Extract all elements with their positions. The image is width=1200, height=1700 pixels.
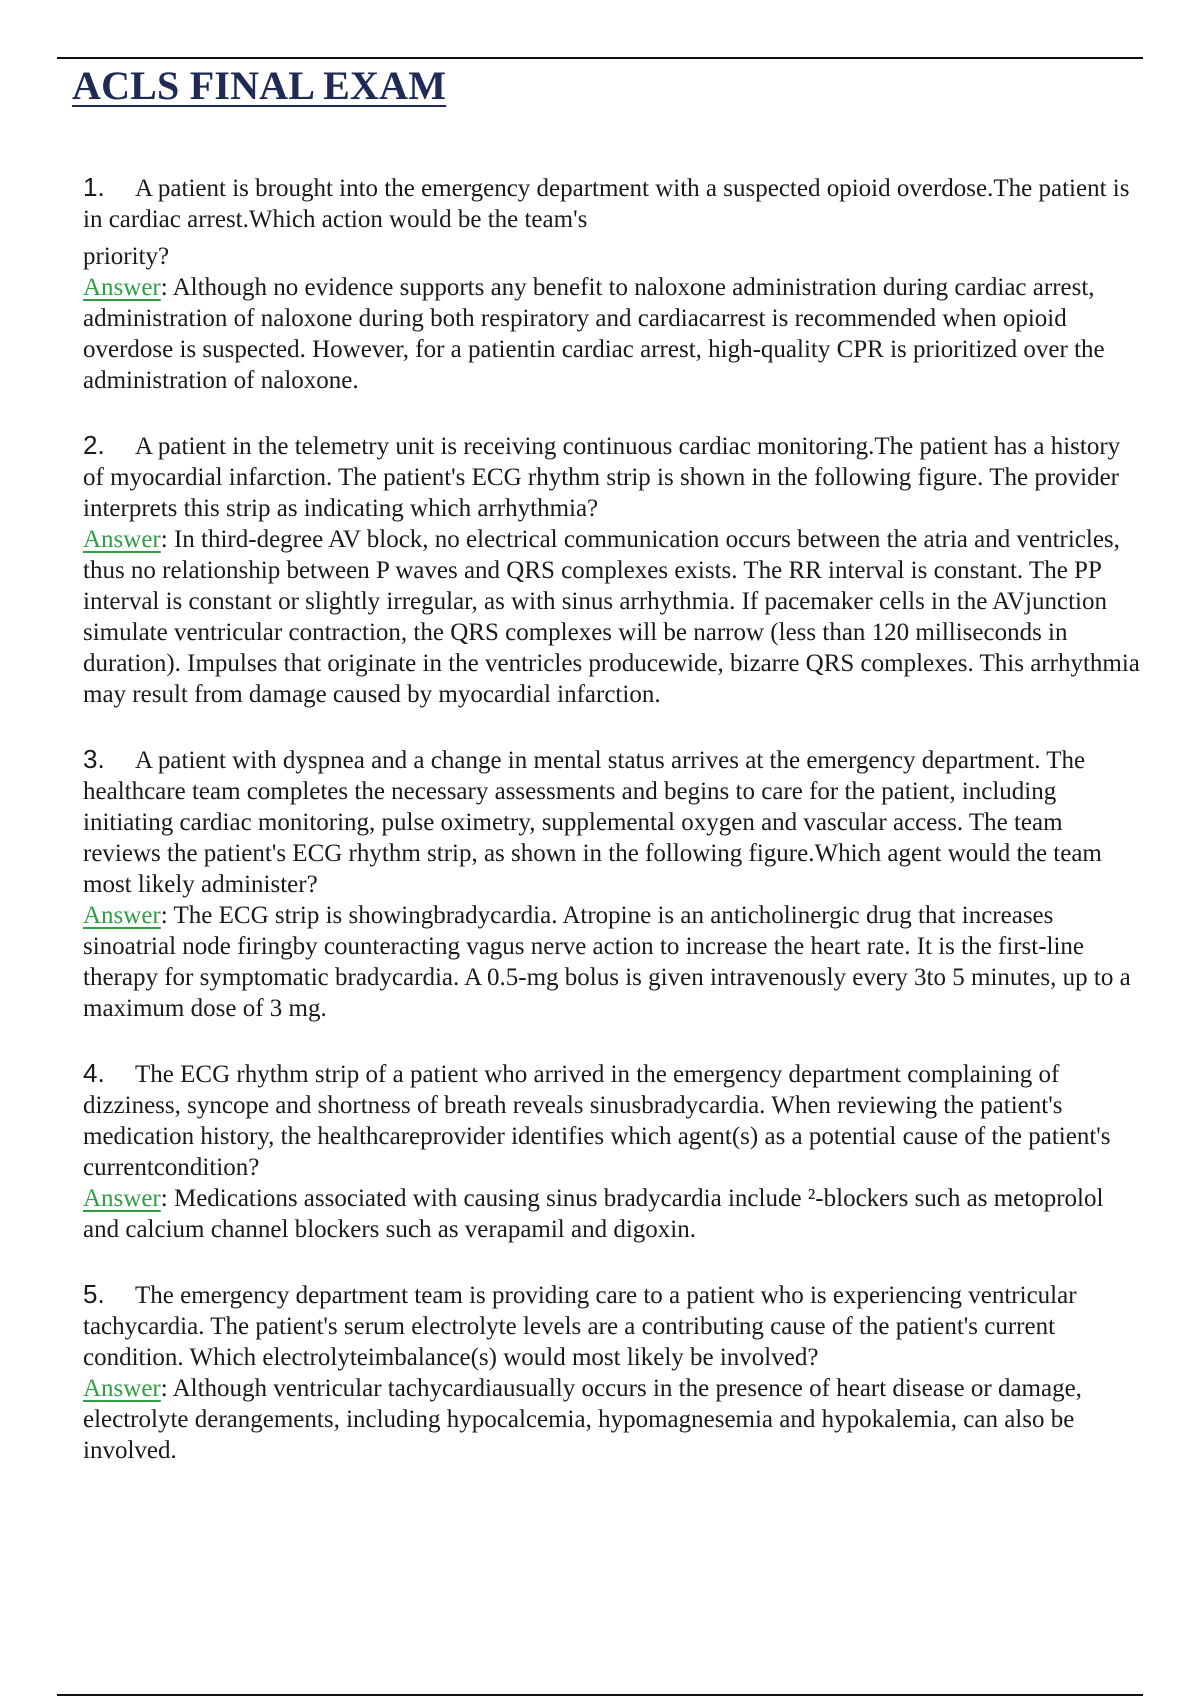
answer-label: Answer: [83, 526, 161, 553]
question-body: The ECG rhythm strip of a patient who arrived in the emergency department complaining of dizziness, syncope and shortness of breath reveals sinusbradycardia. When reviewing the patient's medication history, the healthcareprovider identifies which agent(s) as a potential cause of the patient's currentcondition?: [83, 1061, 1111, 1181]
question-number: 4.: [83, 1058, 105, 1088]
question-body: A patient is brought into the emergency department with a suspected opioid overdose.The patient is in cardiac arrest.Which action would be the team's: [83, 175, 1130, 233]
question-text: [83, 430, 1143, 524]
answer-body: : Although no evidence supports any benefit to naloxone administration during cardiac arrest, administration of naloxone during both respiratory and cardiacarrest is recommended when opioid overdose is suspected. However, for a patientin cardiac arrest, high-quality CPR is prioritized over the administration of naloxone.: [83, 274, 1105, 394]
top-rule: [57, 57, 1143, 59]
answer-text: [83, 900, 1143, 1024]
question-text: [83, 744, 1143, 900]
question-body: The emergency department team is providing care to a patient who is experiencing ventricular tachycardia. The patient's serum electrolyte levels are a contributing cause of the patient's current condition. Which electrolyteimbalance(s) would most likely be involved?: [83, 1282, 1077, 1371]
question-continuation: priority?: [83, 243, 170, 270]
answer-text: [83, 1373, 1143, 1466]
question-body: A patient in the telemetry unit is receiving continuous cardiac monitoring.The patient has a history of myocardial infarction. The patient's ECG rhythm strip is shown in the following figure. The provider interprets this strip as indicating which arrhythmia?: [83, 433, 1121, 522]
answer-body: : In third-degree AV block, no electrical communication occurs between the atria and ventricles, thus no relationship between P waves and QRS complexes exists. The RR interval is constant. The PP interval is constant or slightly irregular, as with sinus arrhythmia. If pacemaker cells in the AVjunction simulate ventricular contraction, the QRS complexes will be narrow (less than 120 milliseconds in duration). Impulses that originate in the ventricles producewide, bizarre QRS complexes. This arrhythmia may result from damage caused by myocardial infarction.: [83, 526, 1140, 708]
question-body: A patient with dyspnea and a change in mental status arrives at the emergency department. The healthcare team completes the necessary assessments and begins to care for the patient, including initiating cardiac monitoring, pulse oximetry, supplemental oxygen and vascular access. The team reviews the patient's ECG rhythm strip, as shown in the following figure.Which agent would the team most likely administer?: [83, 747, 1102, 898]
answer-label: Answer: [83, 274, 161, 301]
question-item: [83, 1279, 1143, 1466]
question-list: [83, 172, 1143, 1500]
question-item: [83, 744, 1143, 1024]
question-number: 1.: [83, 172, 105, 202]
answer-label: Answer: [83, 1375, 161, 1402]
answer-text: [83, 272, 1143, 396]
answer-body: : Medications associated with causing sinus bradycardia include ²-blockers such as metoprolol and calcium channel blockers such as verapamil and digoxin.: [83, 1185, 1104, 1243]
answer-text: [83, 524, 1143, 710]
answer-body: : The ECG strip is showingbradycardia. Atropine is an anticholinergic drug that increases sinoatrial node firingby counteracting vagus nerve action to increase the heart rate. It is the first-line therapy for symptomatic bradycardia. A 0.5-mg bolus is given intravenously every 3to 5 minutes, up to a maximum dose of 3 mg.: [83, 902, 1131, 1022]
bottom-rule: [57, 1694, 1143, 1696]
answer-label: Answer: [83, 1185, 161, 1212]
question-text: [83, 1279, 1143, 1373]
question-text: [83, 1058, 1143, 1183]
question-item: [83, 1058, 1143, 1245]
question-item: [83, 172, 1143, 396]
answer-text: [83, 1183, 1143, 1245]
answer-body: : Although ventricular tachycardiausually occurs in the presence of heart disease or damage, electrolyte derangements, including hypocalcemia, hypomagnesemia and hypokalemia, can also be involved.: [83, 1375, 1082, 1464]
page-title: ACLS FINAL EXAM: [72, 63, 447, 108]
question-number: 5.: [83, 1279, 105, 1309]
question-item: [83, 430, 1143, 710]
question-number: 2.: [83, 430, 105, 460]
question-number: 3.: [83, 744, 105, 774]
question-text: [83, 172, 1143, 272]
answer-label: Answer: [83, 902, 161, 929]
